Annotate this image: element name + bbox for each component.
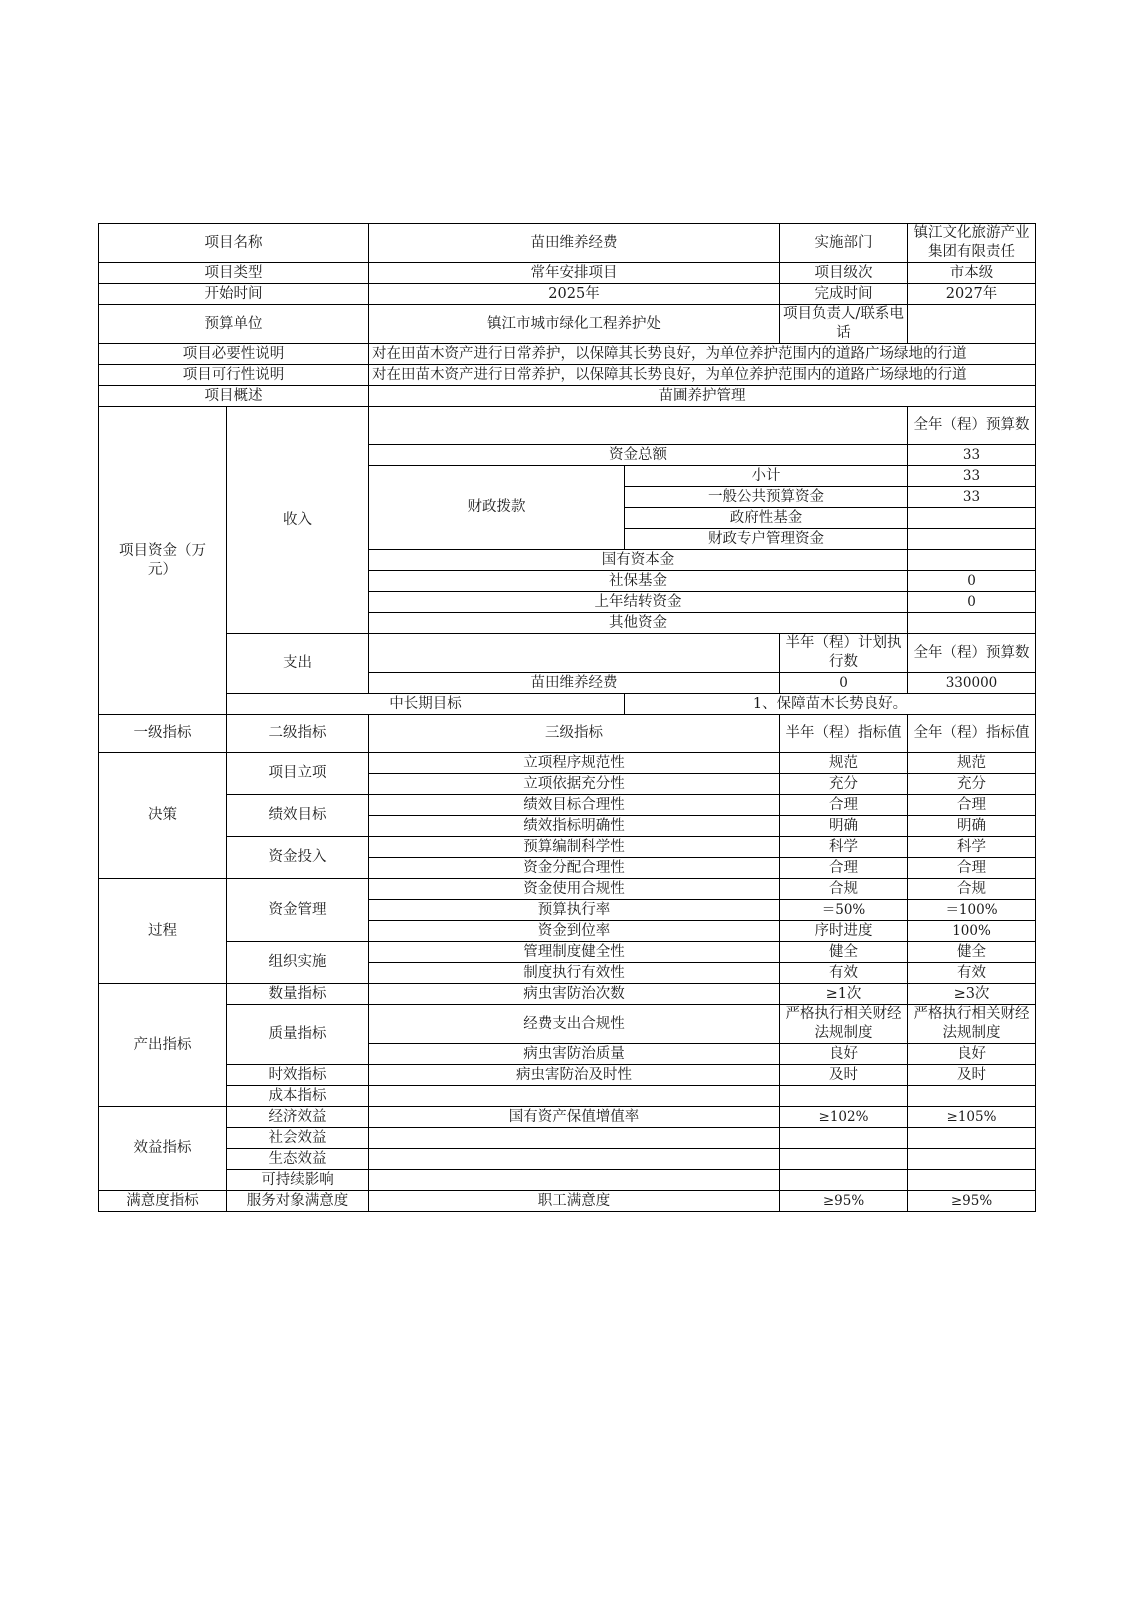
carryover-label: 上年结转资金 (369, 592, 908, 613)
indicator-annual: 100% (908, 921, 1036, 942)
income-header-blank (369, 407, 908, 445)
total-label: 资金总额 (369, 445, 908, 466)
indicator-l2: 资金投入 (227, 837, 369, 879)
indicator-l3 (369, 1149, 780, 1170)
indicator-annual: 良好 (908, 1044, 1036, 1065)
indicator-l3 (369, 1086, 780, 1107)
level3-header: 三级指标 (369, 715, 780, 753)
indicator-half: 及时 (780, 1065, 908, 1086)
necessity-text: 对在田苗木资产进行日常养护，以保障其长势良好，为单位养护范围内的道路广场绿地的行道 (369, 344, 1036, 365)
gov-fund-value (908, 508, 1036, 529)
indicator-half: 严格执行相关财经法规制度 (780, 1005, 908, 1044)
subtotal-label: 小计 (625, 466, 908, 487)
indicator-annual: 规范 (908, 753, 1036, 774)
total-value: 33 (908, 445, 1036, 466)
indicator-annual: 有效 (908, 963, 1036, 984)
funds-label: 项目资金（万元） (99, 407, 227, 715)
indicator-l3: 预算执行率 (369, 900, 780, 921)
general-budget-label: 一般公共预算资金 (625, 487, 908, 508)
expense-half-header: 半年（程）计划执行数 (780, 634, 908, 673)
indicator-l2: 资金管理 (227, 879, 369, 942)
impl-dept-label: 实施部门 (780, 224, 908, 263)
start-time-label: 开始时间 (99, 284, 369, 305)
subtotal-value: 33 (908, 466, 1036, 487)
indicator-half: 合理 (780, 795, 908, 816)
indicator-l3: 绩效指标明确性 (369, 816, 780, 837)
indicator-l2: 社会效益 (227, 1128, 369, 1149)
indicator-half (780, 1128, 908, 1149)
half-value-header: 半年（程）指标值 (780, 715, 908, 753)
indicator-l3: 病虫害防治次数 (369, 984, 780, 1005)
special-fund-value (908, 529, 1036, 550)
indicator-annual (908, 1170, 1036, 1191)
indicator-l2: 时效指标 (227, 1065, 369, 1086)
impl-dept: 镇江文化旅游产业集团有限责任 (908, 224, 1036, 263)
income-annual-header: 全年（程）预算数 (908, 407, 1036, 445)
indicator-half: 规范 (780, 753, 908, 774)
indicator-l2: 数量指标 (227, 984, 369, 1005)
indicator-l1: 效益指标 (99, 1107, 227, 1191)
indicator-half (780, 1170, 908, 1191)
indicator-l2: 可持续影响 (227, 1170, 369, 1191)
indicator-l2: 生态效益 (227, 1149, 369, 1170)
indicator-l3: 经费支出合规性 (369, 1005, 780, 1044)
indicator-annual (908, 1086, 1036, 1107)
social-fund-value: 0 (908, 571, 1036, 592)
indicator-half: 有效 (780, 963, 908, 984)
contact (908, 305, 1036, 344)
income-label: 收入 (227, 407, 369, 634)
indicator-l1: 过程 (99, 879, 227, 984)
carryover-value: 0 (908, 592, 1036, 613)
project-level: 市本级 (908, 263, 1036, 284)
expense-annual-value: 330000 (908, 673, 1036, 694)
indicator-l2: 成本指标 (227, 1086, 369, 1107)
special-fund-label: 财政专户管理资金 (625, 529, 908, 550)
indicator-annual: 合规 (908, 879, 1036, 900)
overview-label: 项目概述 (99, 386, 369, 407)
indicator-l3: 立项程序规范性 (369, 753, 780, 774)
gov-fund-label: 政府性基金 (625, 508, 908, 529)
indicator-half: ≥102% (780, 1107, 908, 1128)
budget-unit-label: 预算单位 (99, 305, 369, 344)
indicator-l2: 经济效益 (227, 1107, 369, 1128)
other-fund-label: 其他资金 (369, 613, 908, 634)
indicator-annual: 合理 (908, 795, 1036, 816)
indicator-l3: 制度执行有效性 (369, 963, 780, 984)
expense-label: 支出 (227, 634, 369, 694)
indicator-half: 明确 (780, 816, 908, 837)
indicator-annual: ≥3次 (908, 984, 1036, 1005)
end-time: 2027年 (908, 284, 1036, 305)
indicator-l2: 服务对象满意度 (227, 1191, 369, 1212)
indicator-l3: 国有资产保值增值率 (369, 1107, 780, 1128)
overview-text: 苗圃养护管理 (369, 386, 1036, 407)
indicator-l3: 资金分配合理性 (369, 858, 780, 879)
level1-header: 一级指标 (99, 715, 227, 753)
indicator-l1: 决策 (99, 753, 227, 879)
indicator-annual: 及时 (908, 1065, 1036, 1086)
indicator-annual: ＝100% (908, 900, 1036, 921)
social-fund-label: 社保基金 (369, 571, 908, 592)
general-budget-value: 33 (908, 487, 1036, 508)
indicator-l1: 满意度指标 (99, 1191, 227, 1212)
indicator-l3: 资金到位率 (369, 921, 780, 942)
indicator-l3: 病虫害防治质量 (369, 1044, 780, 1065)
project-level-label: 项目级次 (780, 263, 908, 284)
state-capital-value (908, 550, 1036, 571)
indicator-annual: 充分 (908, 774, 1036, 795)
indicator-l2: 绩效目标 (227, 795, 369, 837)
project-type: 常年安排项目 (369, 263, 780, 284)
indicator-half (780, 1086, 908, 1107)
indicator-l3 (369, 1170, 780, 1191)
indicator-half: ≥1次 (780, 984, 908, 1005)
other-fund-value (908, 613, 1036, 634)
level2-header: 二级指标 (227, 715, 369, 753)
contact-label: 项目负责人/联系电话 (780, 305, 908, 344)
project-name: 苗田维养经费 (369, 224, 780, 263)
indicator-half: 序时进度 (780, 921, 908, 942)
indicator-l2: 项目立项 (227, 753, 369, 795)
indicator-l3: 绩效目标合理性 (369, 795, 780, 816)
goal-label: 中长期目标 (227, 694, 625, 715)
indicator-annual (908, 1149, 1036, 1170)
indicator-l1: 产出指标 (99, 984, 227, 1107)
indicator-annual: 严格执行相关财经法规制度 (908, 1005, 1036, 1044)
budget-unit: 镇江市城市绿化工程养护处 (369, 305, 780, 344)
fiscal-label: 财政拨款 (369, 466, 625, 550)
goal-text: 1、保障苗木长势良好。 (625, 694, 1036, 715)
indicator-half: 健全 (780, 942, 908, 963)
indicator-l3: 资金使用合规性 (369, 879, 780, 900)
indicator-l3: 职工满意度 (369, 1191, 780, 1212)
indicator-l2: 质量指标 (227, 1005, 369, 1065)
indicator-annual: 明确 (908, 816, 1036, 837)
project-type-label: 项目类型 (99, 263, 369, 284)
indicator-annual: ≥95% (908, 1191, 1036, 1212)
indicator-l2: 组织实施 (227, 942, 369, 984)
indicator-half: 充分 (780, 774, 908, 795)
indicator-half (780, 1149, 908, 1170)
indicator-half: ＝50% (780, 900, 908, 921)
indicator-l3 (369, 1128, 780, 1149)
indicator-l3: 预算编制科学性 (369, 837, 780, 858)
indicator-l3: 立项依据充分性 (369, 774, 780, 795)
expense-half-value: 0 (780, 673, 908, 694)
indicator-annual: ≥105% (908, 1107, 1036, 1128)
indicator-annual: 科学 (908, 837, 1036, 858)
expense-item: 苗田维养经费 (369, 673, 780, 694)
indicator-half: 合规 (780, 879, 908, 900)
indicator-l3: 管理制度健全性 (369, 942, 780, 963)
necessity-label: 项目必要性说明 (99, 344, 369, 365)
indicator-l3: 病虫害防治及时性 (369, 1065, 780, 1086)
indicator-half: ≥95% (780, 1191, 908, 1212)
performance-target-table (98, 223, 1036, 1212)
feasibility-label: 项目可行性说明 (99, 365, 369, 386)
annual-value-header: 全年（程）指标值 (908, 715, 1036, 753)
indicator-half: 合理 (780, 858, 908, 879)
indicator-annual: 合理 (908, 858, 1036, 879)
feasibility-text: 对在田苗木资产进行日常养护，以保障其长势良好，为单位养护范围内的道路广场绿地的行道 (369, 365, 1036, 386)
indicator-annual: 健全 (908, 942, 1036, 963)
project-name-label: 项目名称 (99, 224, 369, 263)
indicator-half: 科学 (780, 837, 908, 858)
expense-annual-header: 全年（程）预算数 (908, 634, 1036, 673)
state-capital-label: 国有资本金 (369, 550, 908, 571)
expense-header-blank (369, 634, 780, 673)
indicator-annual (908, 1128, 1036, 1149)
end-time-label: 完成时间 (780, 284, 908, 305)
indicator-half: 良好 (780, 1044, 908, 1065)
start-time: 2025年 (369, 284, 780, 305)
